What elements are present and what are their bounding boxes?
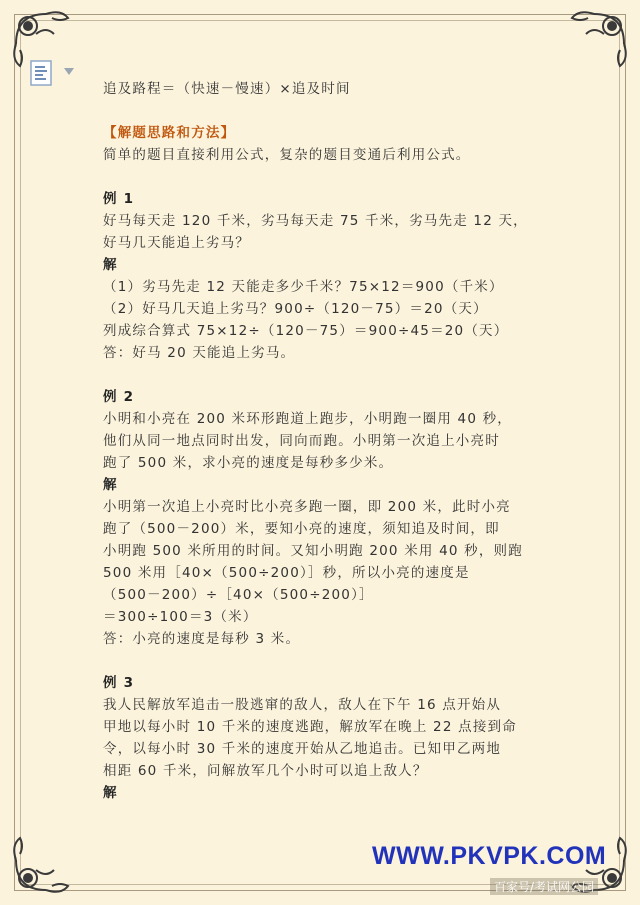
blank-line [103, 364, 543, 386]
text-line: ＝300÷100＝3（米） [103, 609, 258, 625]
text-line: （500－200）÷［40×（500÷200）］ [103, 587, 374, 603]
article-body [103, 78, 543, 804]
text-line: （2）好马几天追上劣马？900÷（120－75）＝20（天） [103, 301, 488, 317]
source-credit: 百家号/考试网公园 [490, 878, 598, 895]
text-line: 相距 60 千米，问解放军几个小时可以追上敌人？ [103, 763, 428, 779]
answer-line: 答：小亮的速度是每秒 3 米。 [103, 631, 301, 647]
text-line: 小明跑 500 米所用的时间。又知小明跑 200 米用 40 秒，则跑 [103, 543, 523, 559]
text-line: 好马每天走 120 千米，劣马每天走 75 千米，劣马先走 12 天， [103, 213, 528, 229]
text-line: 甲地以每小时 10 千米的速度逃跑，解放军在晚上 22 点接到命 [103, 719, 517, 735]
section-heading: 【解题思路和方法】 [103, 125, 236, 141]
document-icon[interactable] [30, 60, 52, 86]
solution-heading: 解 [103, 477, 118, 493]
formula-line: 追及路程＝（快速－慢速）×追及时间 [103, 81, 351, 97]
text-line: 他们从同一地点同时出发，同向而跑。小明第一次追上小亮时 [103, 433, 500, 449]
example-heading: 例 1 [103, 191, 135, 207]
text-line: 列成综合算式 75×12÷（120－75）＝900÷45＝20（天） [103, 323, 509, 339]
solution-heading: 解 [103, 257, 118, 273]
blank-line [103, 166, 543, 188]
text-line: 好马几天能追上劣马？ [103, 235, 250, 251]
text-line: 简单的题目直接利用公式，复杂的题目变通后利用公式。 [103, 147, 471, 163]
dropdown-arrow-icon[interactable] [64, 68, 74, 76]
ornamental-corner-icon [564, 4, 634, 74]
example-heading: 例 3 [103, 675, 135, 691]
text-line: 小明和小亮在 200 米环形跑道上跑步，小明跑一圈用 40 秒， [103, 411, 513, 427]
ornamental-corner-icon [6, 830, 76, 900]
text-line: 令，以每小时 30 千米的速度开始从乙地追击。已知甲乙两地 [103, 741, 502, 757]
site-watermark: WWW.PKVPK.COM [372, 842, 607, 870]
text-line: 小明第一次追上小亮时比小亮多跑一圈，即 200 米，此时小亮 [103, 499, 511, 515]
text-line: 跑了（500－200）米，要知小亮的速度，须知追及时间，即 [103, 521, 500, 537]
text-line: 500 米用［40×（500÷200）］秒，所以小亮的速度是 [103, 565, 470, 581]
text-line: 我人民解放军追击一股逃窜的敌人，敌人在下午 16 点开始从 [103, 697, 502, 713]
answer-line: 答：好马 20 天能追上劣马。 [103, 345, 296, 361]
blank-line [103, 100, 543, 122]
blank-line [103, 650, 543, 672]
text-line: 跑了 500 米，求小亮的速度是每秒多少米。 [103, 455, 394, 471]
text-line: （1）劣马先走 12 天能走多少千米？75×12＝900（千米） [103, 279, 504, 295]
example-heading: 例 2 [103, 389, 135, 405]
solution-heading: 解 [103, 785, 118, 801]
